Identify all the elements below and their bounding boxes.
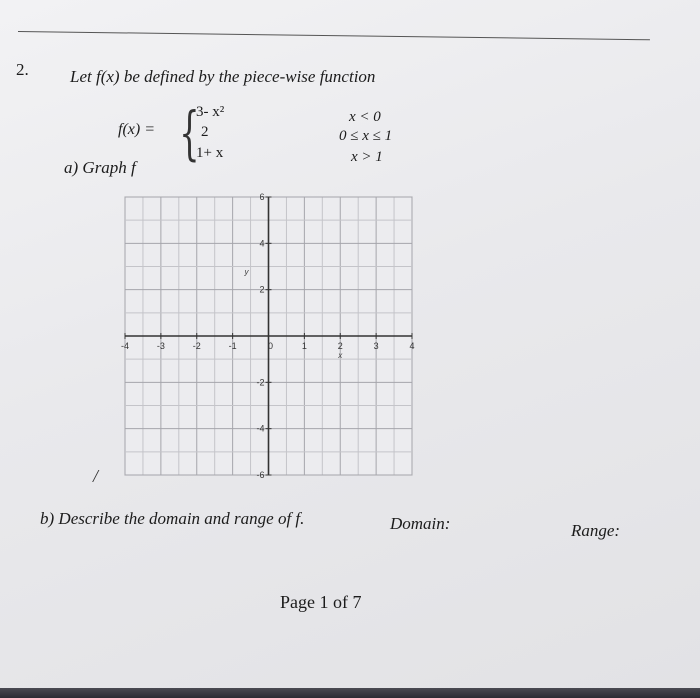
piece-2-expression: 2 [201, 124, 209, 140]
range-label: Range: [571, 521, 621, 540]
x-tick-label: 0 [267, 341, 274, 351]
piece-3-condition: x > 1 [351, 149, 383, 165]
x-tick-label: -2 [192, 341, 201, 351]
piece-1-expression: 3- x² [196, 104, 225, 120]
piece-1-condition: x < 0 [349, 109, 381, 125]
piece-3-expression: 1+ x [196, 145, 224, 161]
part-a-label: a) Graph f [64, 158, 136, 177]
y-tick-label: 2 [259, 284, 265, 295]
page-number: Page 1 of 7 [280, 592, 362, 612]
domain-label: Domain: [390, 514, 451, 533]
x-axis-name: x [338, 351, 343, 360]
x-tick-label: -3 [156, 341, 165, 351]
question-number: 2. [16, 60, 29, 79]
y-axis-name: y [244, 267, 249, 277]
y-tick-label: 4 [259, 238, 265, 249]
x-tick-label: 1 [301, 341, 307, 351]
question-text: Let f(x) be defined by the piece-wise function [70, 67, 376, 86]
y-tick-label: 6 [259, 192, 265, 202]
part-b-prompt: b) Describe the domain and range of f. [40, 509, 305, 528]
x-tick-label: -1 [228, 341, 237, 351]
function-label: f(x) = [118, 121, 155, 138]
x-tick-label: 2 [337, 341, 343, 351]
stray-pencil-mark: / [93, 466, 99, 486]
x-tick-label: 3 [373, 341, 379, 351]
left-brace: { [179, 99, 200, 167]
x-tick-label: 4 [409, 341, 415, 351]
y-tick-label: -6 [256, 470, 265, 480]
y-tick-label: -4 [256, 423, 265, 434]
piece-2-condition: 0 ≤ x ≤ 1 [339, 128, 393, 144]
x-tick-label: -4 [120, 341, 130, 351]
y-tick-label: -2 [256, 377, 265, 388]
